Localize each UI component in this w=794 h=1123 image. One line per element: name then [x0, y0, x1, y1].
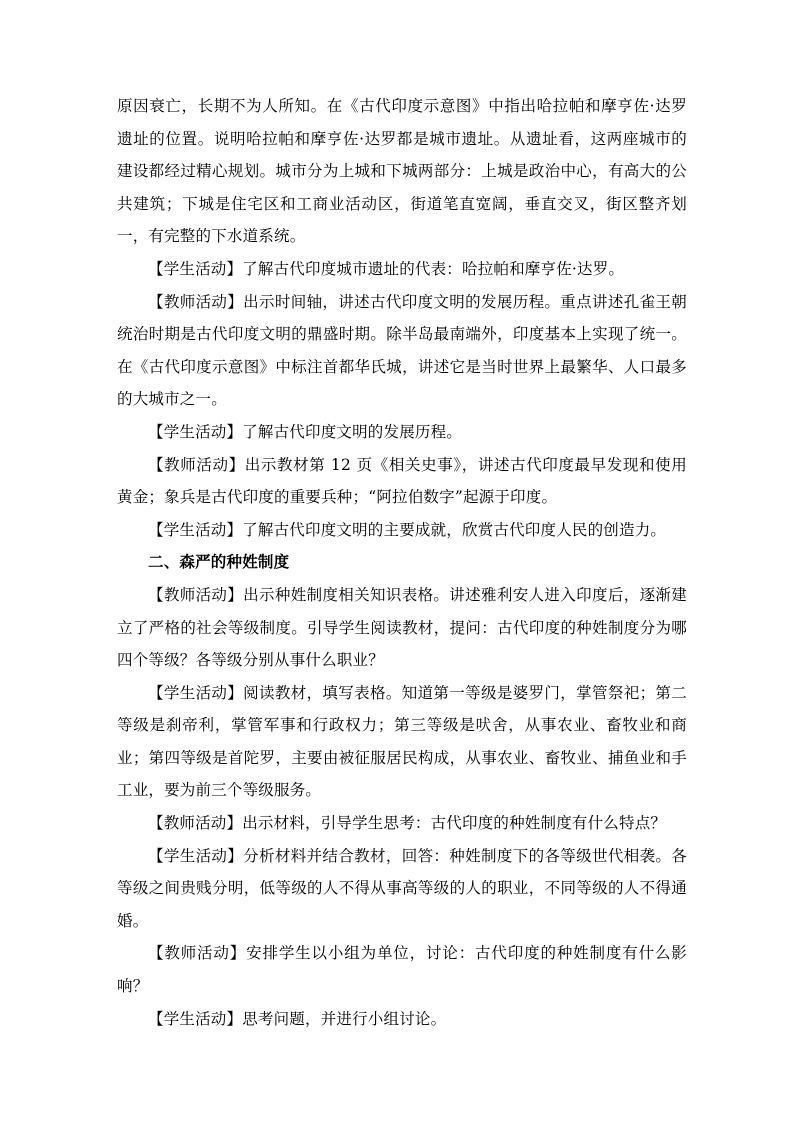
paragraph-teacher-activity-4: 【教师活动】出示材料，引导学生思考：古代印度的种姓制度有什么特点？	[148, 814, 667, 833]
paragraph-teacher-activity-2: 【教师活动】出示教材第 12 页《相关史事》，讲述古代印度最早发现和使用黄金；象兵是古代印度的重要兵种；“阿拉伯数字”起源于印度。	[117, 455, 687, 507]
section-heading-caste-system: 二、森严的种姓制度	[148, 552, 290, 572]
document-page	[117, 90, 687, 1035]
paragraph-student-activity-4: 【学生活动】阅读教材，填写表格。知道第一等级是婆罗门，掌管祭祀；第二等级是刹帝利，掌管军事和行政权力；第三等级是吠舍，从事农业、畜牧业和商业；第四等级是首陀罗，主要由被征服居民构成，从事农业、畜牧业、捕鱼业和手工业，要为前三个等级服务。	[117, 683, 687, 800]
paragraph-intro-continued: 原因衰亡，长期不为人所知。在《古代印度示意图》中指出哈拉帕和摩亨佐·达罗遗址的位置。说明哈拉帕和摩亨佐·达罗都是城市遗址。从遗址看，这两座城市的建设都经过精心规划。城市分为上城和下城两部分：上城是政治中心，有高大的公共建筑；下城是住宅区和工商业活动区，街道笔直宽阔，垂直交叉，街区整齐划一，有完整的下水道系统。	[117, 97, 687, 246]
paragraph-student-activity-3: 【学生活动】了解古代印度文明的主要成就，欣赏古代印度人民的创造力。	[148, 520, 667, 539]
paragraph-student-activity-2: 【学生活动】了解古代印度文明的发展历程。	[148, 422, 463, 441]
paragraph-student-activity-5: 【学生活动】分析材料并结合教材，回答：种姓制度下的各等级世代相袭。各等级之间贵贱分明，低等级的人不得从事高等级的人的职业，不同等级的人不得通婚。	[117, 846, 687, 930]
paragraph-teacher-activity-1: 【教师活动】出示时间轴，讲述古代印度文明的发展历程。重点讲述孔雀王朝统治时期是古代印度文明的鼎盛时期。除半岛最南端外，印度基本上实现了统一。在《古代印度示意图》中标注首都华氏城，讲述它是当时世界上最繁华、人口最多的大城市之一。	[117, 292, 687, 409]
paragraph-teacher-activity-3: 【教师活动】出示种姓制度相关知识表格。讲述雅利安人进入印度后，逐渐建立了严格的社会等级制度。引导学生阅读教材，提问：古代印度的种姓制度分为哪四个等级？各等级分别从事什么职业？	[117, 585, 687, 670]
paragraph-student-activity-1: 【学生活动】了解古代印度城市遗址的代表：哈拉帕和摩亨佐·达罗。	[148, 259, 625, 278]
paragraph-student-activity-6: 【学生活动】思考问题，并进行小组讨论。	[148, 1009, 447, 1028]
paragraph-teacher-activity-5: 【教师活动】安排学生以小组为单位，讨论：古代印度的种姓制度有什么影响？	[117, 944, 687, 996]
